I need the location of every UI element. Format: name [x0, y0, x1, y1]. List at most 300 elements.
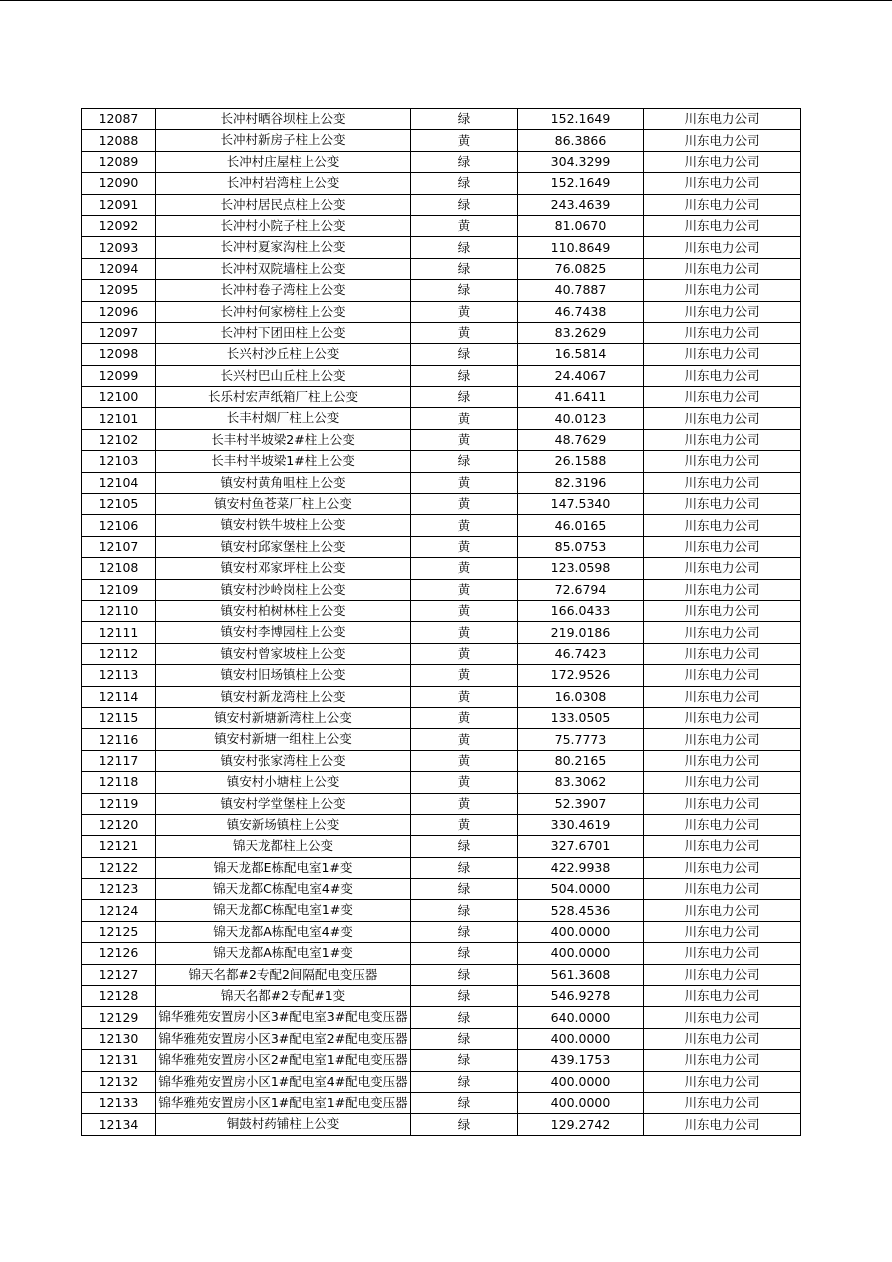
row-id-cell: 12116: [82, 729, 156, 750]
table-row: [82, 665, 801, 686]
row-id-cell: 12100: [82, 387, 156, 408]
company-name-cell: 川东电力公司: [644, 515, 801, 536]
station-name-cell: [156, 173, 411, 194]
table-row: [82, 793, 801, 814]
company-name-cell: 川东电力公司: [644, 836, 801, 857]
row-id-cell: 12099: [82, 365, 156, 386]
company-name-cell: 川东电力公司: [644, 1092, 801, 1113]
color-code-cell: 绿: [411, 194, 518, 215]
capacity-value-cell: 26.1588: [518, 451, 644, 472]
company-name-cell: 川东电力公司: [644, 921, 801, 942]
company-name-cell: 川东电力公司: [644, 772, 801, 793]
capacity-value-cell: 172.9526: [518, 665, 644, 686]
capacity-value-cell: 400.0000: [518, 1092, 644, 1113]
station-name: 镇安村铁牛坡柱上公变: [220, 517, 346, 533]
color-code-cell: 黄: [411, 686, 518, 707]
table-row: [82, 836, 801, 857]
row-id-cell: 12115: [82, 707, 156, 728]
company-name-cell: 川东电力公司: [644, 814, 801, 835]
company-name-cell: 川东电力公司: [644, 793, 801, 814]
company-name-cell: 川东电力公司: [644, 707, 801, 728]
color-code-cell: 黄: [411, 515, 518, 536]
capacity-value-cell: 400.0000: [518, 1028, 644, 1049]
table-row: [82, 729, 801, 750]
capacity-value-cell: 85.0753: [518, 536, 644, 557]
company-name-cell: 川东电力公司: [644, 215, 801, 236]
station-name-cell: [156, 879, 411, 900]
capacity-value-cell: 400.0000: [518, 943, 644, 964]
capacity-value-cell: 46.7423: [518, 643, 644, 664]
capacity-value-cell: 80.2165: [518, 750, 644, 771]
capacity-value-cell: 400.0000: [518, 921, 644, 942]
row-id-cell: 12114: [82, 686, 156, 707]
row-id-cell: 12118: [82, 772, 156, 793]
station-name: 锦天名都#2专配#1变: [220, 988, 346, 1004]
color-code-cell: 绿: [411, 344, 518, 365]
row-id-cell: 12095: [82, 280, 156, 301]
color-code-cell: 黄: [411, 408, 518, 429]
company-name-cell: 川东电力公司: [644, 879, 801, 900]
color-code-cell: 黄: [411, 665, 518, 686]
station-name-cell: [156, 429, 411, 450]
capacity-value-cell: 327.6701: [518, 836, 644, 857]
row-id-cell: 12129: [82, 1007, 156, 1028]
station-name: 锦天龙都E栋配电室1#变: [213, 859, 353, 875]
row-id-cell: 12110: [82, 600, 156, 621]
table-row: [82, 109, 801, 130]
station-name: 镇安村旧场镇柱上公变: [220, 667, 346, 683]
capacity-value-cell: 304.3299: [518, 151, 644, 172]
company-name-cell: 川东电力公司: [644, 964, 801, 985]
company-name-cell: 川东电力公司: [644, 622, 801, 643]
station-name: 长冲村新房子柱上公变: [220, 132, 346, 148]
station-name: 锦华雅苑安置房小区2#配电室1#配电变压器: [158, 1052, 408, 1068]
company-name-cell: 川东电力公司: [644, 1050, 801, 1071]
color-code-cell: 黄: [411, 130, 518, 151]
company-name-cell: 川东电力公司: [644, 1071, 801, 1092]
row-id-cell: 12102: [82, 429, 156, 450]
station-name: 镇安村李博园柱上公变: [220, 624, 346, 640]
row-id-cell: 12111: [82, 622, 156, 643]
capacity-value-cell: 546.9278: [518, 986, 644, 1007]
color-code-cell: 黄: [411, 579, 518, 600]
company-name-cell: 川东电力公司: [644, 258, 801, 279]
color-code-cell: 黄: [411, 600, 518, 621]
station-name: 长丰村半坡梁1#柱上公变: [211, 453, 355, 469]
station-name-cell: [156, 900, 411, 921]
table-row: [82, 344, 801, 365]
station-name-cell: [156, 750, 411, 771]
station-name: 镇安村新龙湾柱上公变: [220, 688, 346, 704]
station-name-cell: [156, 686, 411, 707]
table-row: [82, 1050, 801, 1071]
table-row: [82, 579, 801, 600]
company-name-cell: 川东电力公司: [644, 1007, 801, 1028]
table-row: [82, 879, 801, 900]
color-code-cell: 绿: [411, 921, 518, 942]
page-top-border: [0, 0, 892, 1]
company-name-cell: 川东电力公司: [644, 408, 801, 429]
color-code-cell: 绿: [411, 237, 518, 258]
company-name-cell: 川东电力公司: [644, 173, 801, 194]
station-name: 长冲村双院墙柱上公变: [220, 260, 346, 276]
company-name-cell: 川东电力公司: [644, 1028, 801, 1049]
station-name: 锦华雅苑安置房小区1#配电室1#配电变压器: [158, 1094, 408, 1110]
color-code-cell: 绿: [411, 857, 518, 878]
table-row: [82, 301, 801, 322]
station-name-cell: [156, 237, 411, 258]
capacity-value-cell: 133.0505: [518, 707, 644, 728]
company-name-cell: 川东电力公司: [644, 451, 801, 472]
table-row: [82, 151, 801, 172]
station-name: 锦天龙都C栋配电室4#变: [213, 881, 353, 897]
row-id-cell: 12094: [82, 258, 156, 279]
row-id-cell: 12122: [82, 857, 156, 878]
station-name-cell: [156, 1050, 411, 1071]
color-code-cell: 绿: [411, 1007, 518, 1028]
table-row: [82, 622, 801, 643]
station-name-cell: [156, 151, 411, 172]
color-code-cell: 绿: [411, 451, 518, 472]
station-name: 长冲村何家榜柱上公变: [220, 303, 346, 319]
station-name-cell: [156, 986, 411, 1007]
color-code-cell: 黄: [411, 301, 518, 322]
row-id-cell: 12117: [82, 750, 156, 771]
station-name: 镇安村黄角咀柱上公变: [220, 474, 346, 490]
row-id-cell: 12130: [82, 1028, 156, 1049]
station-name-cell: [156, 707, 411, 728]
row-id-cell: 12090: [82, 173, 156, 194]
station-name: 长冲村下团田柱上公变: [220, 324, 346, 340]
color-code-cell: 绿: [411, 1050, 518, 1071]
station-name-cell: [156, 215, 411, 236]
station-name: 镇安村新塘一组柱上公变: [214, 731, 352, 747]
capacity-value-cell: 504.0000: [518, 879, 644, 900]
station-name: 铜鼓村药铺柱上公变: [226, 1116, 340, 1132]
company-name-cell: 川东电力公司: [644, 729, 801, 750]
table-row: [82, 494, 801, 515]
color-code-cell: 绿: [411, 900, 518, 921]
station-name-cell: [156, 921, 411, 942]
station-name-cell: [156, 494, 411, 515]
color-code-cell: 绿: [411, 986, 518, 1007]
table-row: [82, 986, 801, 1007]
table-row: [82, 408, 801, 429]
capacity-value-cell: 152.1649: [518, 109, 644, 130]
company-name-cell: 川东电力公司: [644, 600, 801, 621]
station-name: 镇安村鱼苍菜厂柱上公变: [214, 496, 352, 512]
table-row: [82, 215, 801, 236]
color-code-cell: 黄: [411, 772, 518, 793]
station-name-cell: [156, 130, 411, 151]
station-name-cell: [156, 1114, 411, 1135]
station-name-cell: [156, 836, 411, 857]
color-code-cell: 黄: [411, 322, 518, 343]
table-row: [82, 258, 801, 279]
station-name-cell: [156, 1092, 411, 1113]
station-name-cell: [156, 772, 411, 793]
station-name: 镇安村曾家坡柱上公变: [220, 645, 346, 661]
station-name-cell: [156, 109, 411, 130]
row-id-cell: 12112: [82, 643, 156, 664]
color-code-cell: 绿: [411, 943, 518, 964]
row-id-cell: 12131: [82, 1050, 156, 1071]
station-name: 长丰村半坡梁2#柱上公变: [211, 431, 355, 447]
table-row: [82, 1092, 801, 1113]
company-name-cell: 川东电力公司: [644, 194, 801, 215]
table-row: [82, 130, 801, 151]
capacity-value-cell: 83.3062: [518, 772, 644, 793]
capacity-value-cell: 46.7438: [518, 301, 644, 322]
company-name-cell: 川东电力公司: [644, 686, 801, 707]
capacity-value-cell: 83.2629: [518, 322, 644, 343]
station-name-cell: [156, 729, 411, 750]
station-name-cell: [156, 258, 411, 279]
station-name-cell: [156, 365, 411, 386]
station-name: 锦天龙都A栋配电室4#变: [213, 923, 353, 939]
company-name-cell: 川东电力公司: [644, 130, 801, 151]
capacity-value-cell: 41.6411: [518, 387, 644, 408]
color-code-cell: 绿: [411, 1071, 518, 1092]
station-name-cell: [156, 322, 411, 343]
table-row: [82, 1007, 801, 1028]
capacity-value-cell: 72.6794: [518, 579, 644, 600]
color-code-cell: 黄: [411, 622, 518, 643]
color-code-cell: 绿: [411, 1028, 518, 1049]
company-name-cell: 川东电力公司: [644, 429, 801, 450]
capacity-value-cell: 422.9938: [518, 857, 644, 878]
row-id-cell: 12128: [82, 986, 156, 1007]
company-name-cell: 川东电力公司: [644, 750, 801, 771]
color-code-cell: 黄: [411, 707, 518, 728]
table-row: [82, 173, 801, 194]
table-row: [82, 814, 801, 835]
station-name: 长冲村卷子湾柱上公变: [220, 282, 346, 298]
row-id-cell: 12133: [82, 1092, 156, 1113]
company-name-cell: 川东电力公司: [644, 280, 801, 301]
table-row: [82, 515, 801, 536]
station-name-cell: [156, 280, 411, 301]
capacity-value-cell: 152.1649: [518, 173, 644, 194]
company-name-cell: 川东电力公司: [644, 900, 801, 921]
station-name: 锦天名都#2专配2间隔配电变压器: [188, 966, 378, 982]
company-name-cell: 川东电力公司: [644, 665, 801, 686]
station-name-cell: [156, 857, 411, 878]
color-code-cell: 绿: [411, 258, 518, 279]
capacity-value-cell: 110.8649: [518, 237, 644, 258]
station-name: 长丰村烟厂柱上公变: [226, 410, 340, 426]
station-name: 镇安村学堂堡柱上公变: [220, 795, 346, 811]
company-name-cell: 川东电力公司: [644, 365, 801, 386]
color-code-cell: 黄: [411, 558, 518, 579]
color-code-cell: 绿: [411, 879, 518, 900]
table-row: [82, 536, 801, 557]
company-name-cell: 川东电力公司: [644, 344, 801, 365]
capacity-value-cell: 16.0308: [518, 686, 644, 707]
row-id-cell: 12097: [82, 322, 156, 343]
table-row: [82, 686, 801, 707]
table-row: [82, 280, 801, 301]
station-name: 长兴村巴山丘柱上公变: [220, 367, 346, 383]
row-id-cell: 12121: [82, 836, 156, 857]
capacity-value-cell: 40.7887: [518, 280, 644, 301]
color-code-cell: 绿: [411, 151, 518, 172]
color-code-cell: 黄: [411, 750, 518, 771]
row-id-cell: 12098: [82, 344, 156, 365]
station-name: 锦天龙都A栋配电室1#变: [213, 945, 353, 961]
station-name-cell: [156, 301, 411, 322]
capacity-value-cell: 46.0165: [518, 515, 644, 536]
station-name: 镇安村邱家堡柱上公变: [220, 538, 346, 554]
table-row: [82, 451, 801, 472]
station-name-cell: [156, 451, 411, 472]
capacity-value-cell: 330.4619: [518, 814, 644, 835]
company-name-cell: 川东电力公司: [644, 387, 801, 408]
row-id-cell: 12106: [82, 515, 156, 536]
capacity-value-cell: 24.4067: [518, 365, 644, 386]
station-name-cell: [156, 387, 411, 408]
company-name-cell: 川东电力公司: [644, 986, 801, 1007]
station-name-cell: [156, 194, 411, 215]
station-name: 长冲村居民点柱上公变: [220, 196, 346, 212]
station-name-cell: [156, 964, 411, 985]
row-id-cell: 12124: [82, 900, 156, 921]
row-id-cell: 12123: [82, 879, 156, 900]
station-name-cell: [156, 579, 411, 600]
station-name-cell: [156, 558, 411, 579]
company-name-cell: 川东电力公司: [644, 643, 801, 664]
station-name: 镇安村沙岭岗柱上公变: [220, 581, 346, 597]
row-id-cell: 12101: [82, 408, 156, 429]
station-name: 锦华雅苑安置房小区3#配电室3#配电变压器: [158, 1009, 408, 1025]
company-name-cell: 川东电力公司: [644, 1114, 801, 1135]
company-name-cell: 川东电力公司: [644, 579, 801, 600]
station-name: 镇安村小塘柱上公变: [226, 774, 340, 790]
station-name: 长冲村小院子柱上公变: [220, 217, 346, 233]
company-name-cell: 川东电力公司: [644, 472, 801, 493]
company-name-cell: 川东电力公司: [644, 494, 801, 515]
capacity-value-cell: 123.0598: [518, 558, 644, 579]
company-name-cell: 川东电力公司: [644, 322, 801, 343]
station-name: 镇安村张家湾柱上公变: [220, 752, 346, 768]
capacity-value-cell: 243.4639: [518, 194, 644, 215]
row-id-cell: 12127: [82, 964, 156, 985]
station-name-cell: [156, 408, 411, 429]
table-row: [82, 772, 801, 793]
table-row: [82, 857, 801, 878]
table-row: [82, 943, 801, 964]
row-id-cell: 12096: [82, 301, 156, 322]
row-id-cell: 12104: [82, 472, 156, 493]
capacity-value-cell: 82.3196: [518, 472, 644, 493]
row-id-cell: 12107: [82, 536, 156, 557]
color-code-cell: 绿: [411, 387, 518, 408]
capacity-value-cell: 81.0670: [518, 215, 644, 236]
row-id-cell: 12132: [82, 1071, 156, 1092]
capacity-value-cell: 147.5340: [518, 494, 644, 515]
table-row: [82, 194, 801, 215]
color-code-cell: 绿: [411, 1092, 518, 1113]
company-name-cell: 川东电力公司: [644, 857, 801, 878]
color-code-cell: 黄: [411, 215, 518, 236]
row-id-cell: 12134: [82, 1114, 156, 1135]
station-name-cell: [156, 622, 411, 643]
capacity-value-cell: 16.5814: [518, 344, 644, 365]
capacity-value-cell: 528.4536: [518, 900, 644, 921]
capacity-value-cell: 129.2742: [518, 1114, 644, 1135]
row-id-cell: 12113: [82, 665, 156, 686]
station-name: 长冲村岩湾柱上公变: [226, 175, 340, 191]
color-code-cell: 黄: [411, 793, 518, 814]
table-row: [82, 1114, 801, 1135]
station-name: 长冲村庄屋柱上公变: [226, 153, 340, 169]
table-row: [82, 900, 801, 921]
company-name-cell: 川东电力公司: [644, 943, 801, 964]
color-code-cell: 黄: [411, 814, 518, 835]
station-name: 锦华雅苑安置房小区1#配电室4#配电变压器: [158, 1073, 408, 1089]
capacity-value-cell: 48.7629: [518, 429, 644, 450]
station-name: 长冲村夏家沟柱上公变: [220, 239, 346, 255]
table-row: [82, 964, 801, 985]
capacity-value-cell: 166.0433: [518, 600, 644, 621]
color-code-cell: 黄: [411, 536, 518, 557]
station-name-cell: [156, 600, 411, 621]
color-code-cell: 绿: [411, 964, 518, 985]
company-name-cell: 川东电力公司: [644, 151, 801, 172]
capacity-value-cell: 400.0000: [518, 1071, 644, 1092]
color-code-cell: 绿: [411, 365, 518, 386]
station-name: 镇安村邓家坪柱上公变: [220, 560, 346, 576]
color-code-cell: 黄: [411, 472, 518, 493]
color-code-cell: 绿: [411, 836, 518, 857]
capacity-value-cell: 76.0825: [518, 258, 644, 279]
capacity-value-cell: 52.3907: [518, 793, 644, 814]
capacity-value-cell: 219.0186: [518, 622, 644, 643]
table-row: [82, 1071, 801, 1092]
company-name-cell: 川东电力公司: [644, 109, 801, 130]
capacity-value-cell: 640.0000: [518, 1007, 644, 1028]
capacity-value-cell: 561.3608: [518, 964, 644, 985]
row-id-cell: 12089: [82, 151, 156, 172]
table-row: [82, 750, 801, 771]
table-row: [82, 429, 801, 450]
station-name-cell: [156, 515, 411, 536]
station-name: 长乐村宏声纸箱厂柱上公变: [207, 389, 359, 405]
station-name-cell: [156, 1071, 411, 1092]
row-id-cell: 12091: [82, 194, 156, 215]
capacity-value-cell: 75.7773: [518, 729, 644, 750]
station-name: 镇安新场镇柱上公变: [226, 816, 340, 832]
color-code-cell: 绿: [411, 109, 518, 130]
station-name-cell: [156, 1007, 411, 1028]
table-row: [82, 558, 801, 579]
color-code-cell: 绿: [411, 1114, 518, 1135]
row-id-cell: 12103: [82, 451, 156, 472]
transformer-table: [81, 108, 801, 1136]
table-row: [82, 472, 801, 493]
station-name-cell: [156, 1028, 411, 1049]
row-id-cell: 12088: [82, 130, 156, 151]
table-row: [82, 921, 801, 942]
station-name: 锦天龙都C栋配电室1#变: [213, 902, 353, 918]
row-id-cell: 12109: [82, 579, 156, 600]
row-id-cell: 12126: [82, 943, 156, 964]
station-name-cell: [156, 814, 411, 835]
company-name-cell: 川东电力公司: [644, 536, 801, 557]
station-name-cell: [156, 472, 411, 493]
station-name-cell: [156, 943, 411, 964]
color-code-cell: 黄: [411, 643, 518, 664]
